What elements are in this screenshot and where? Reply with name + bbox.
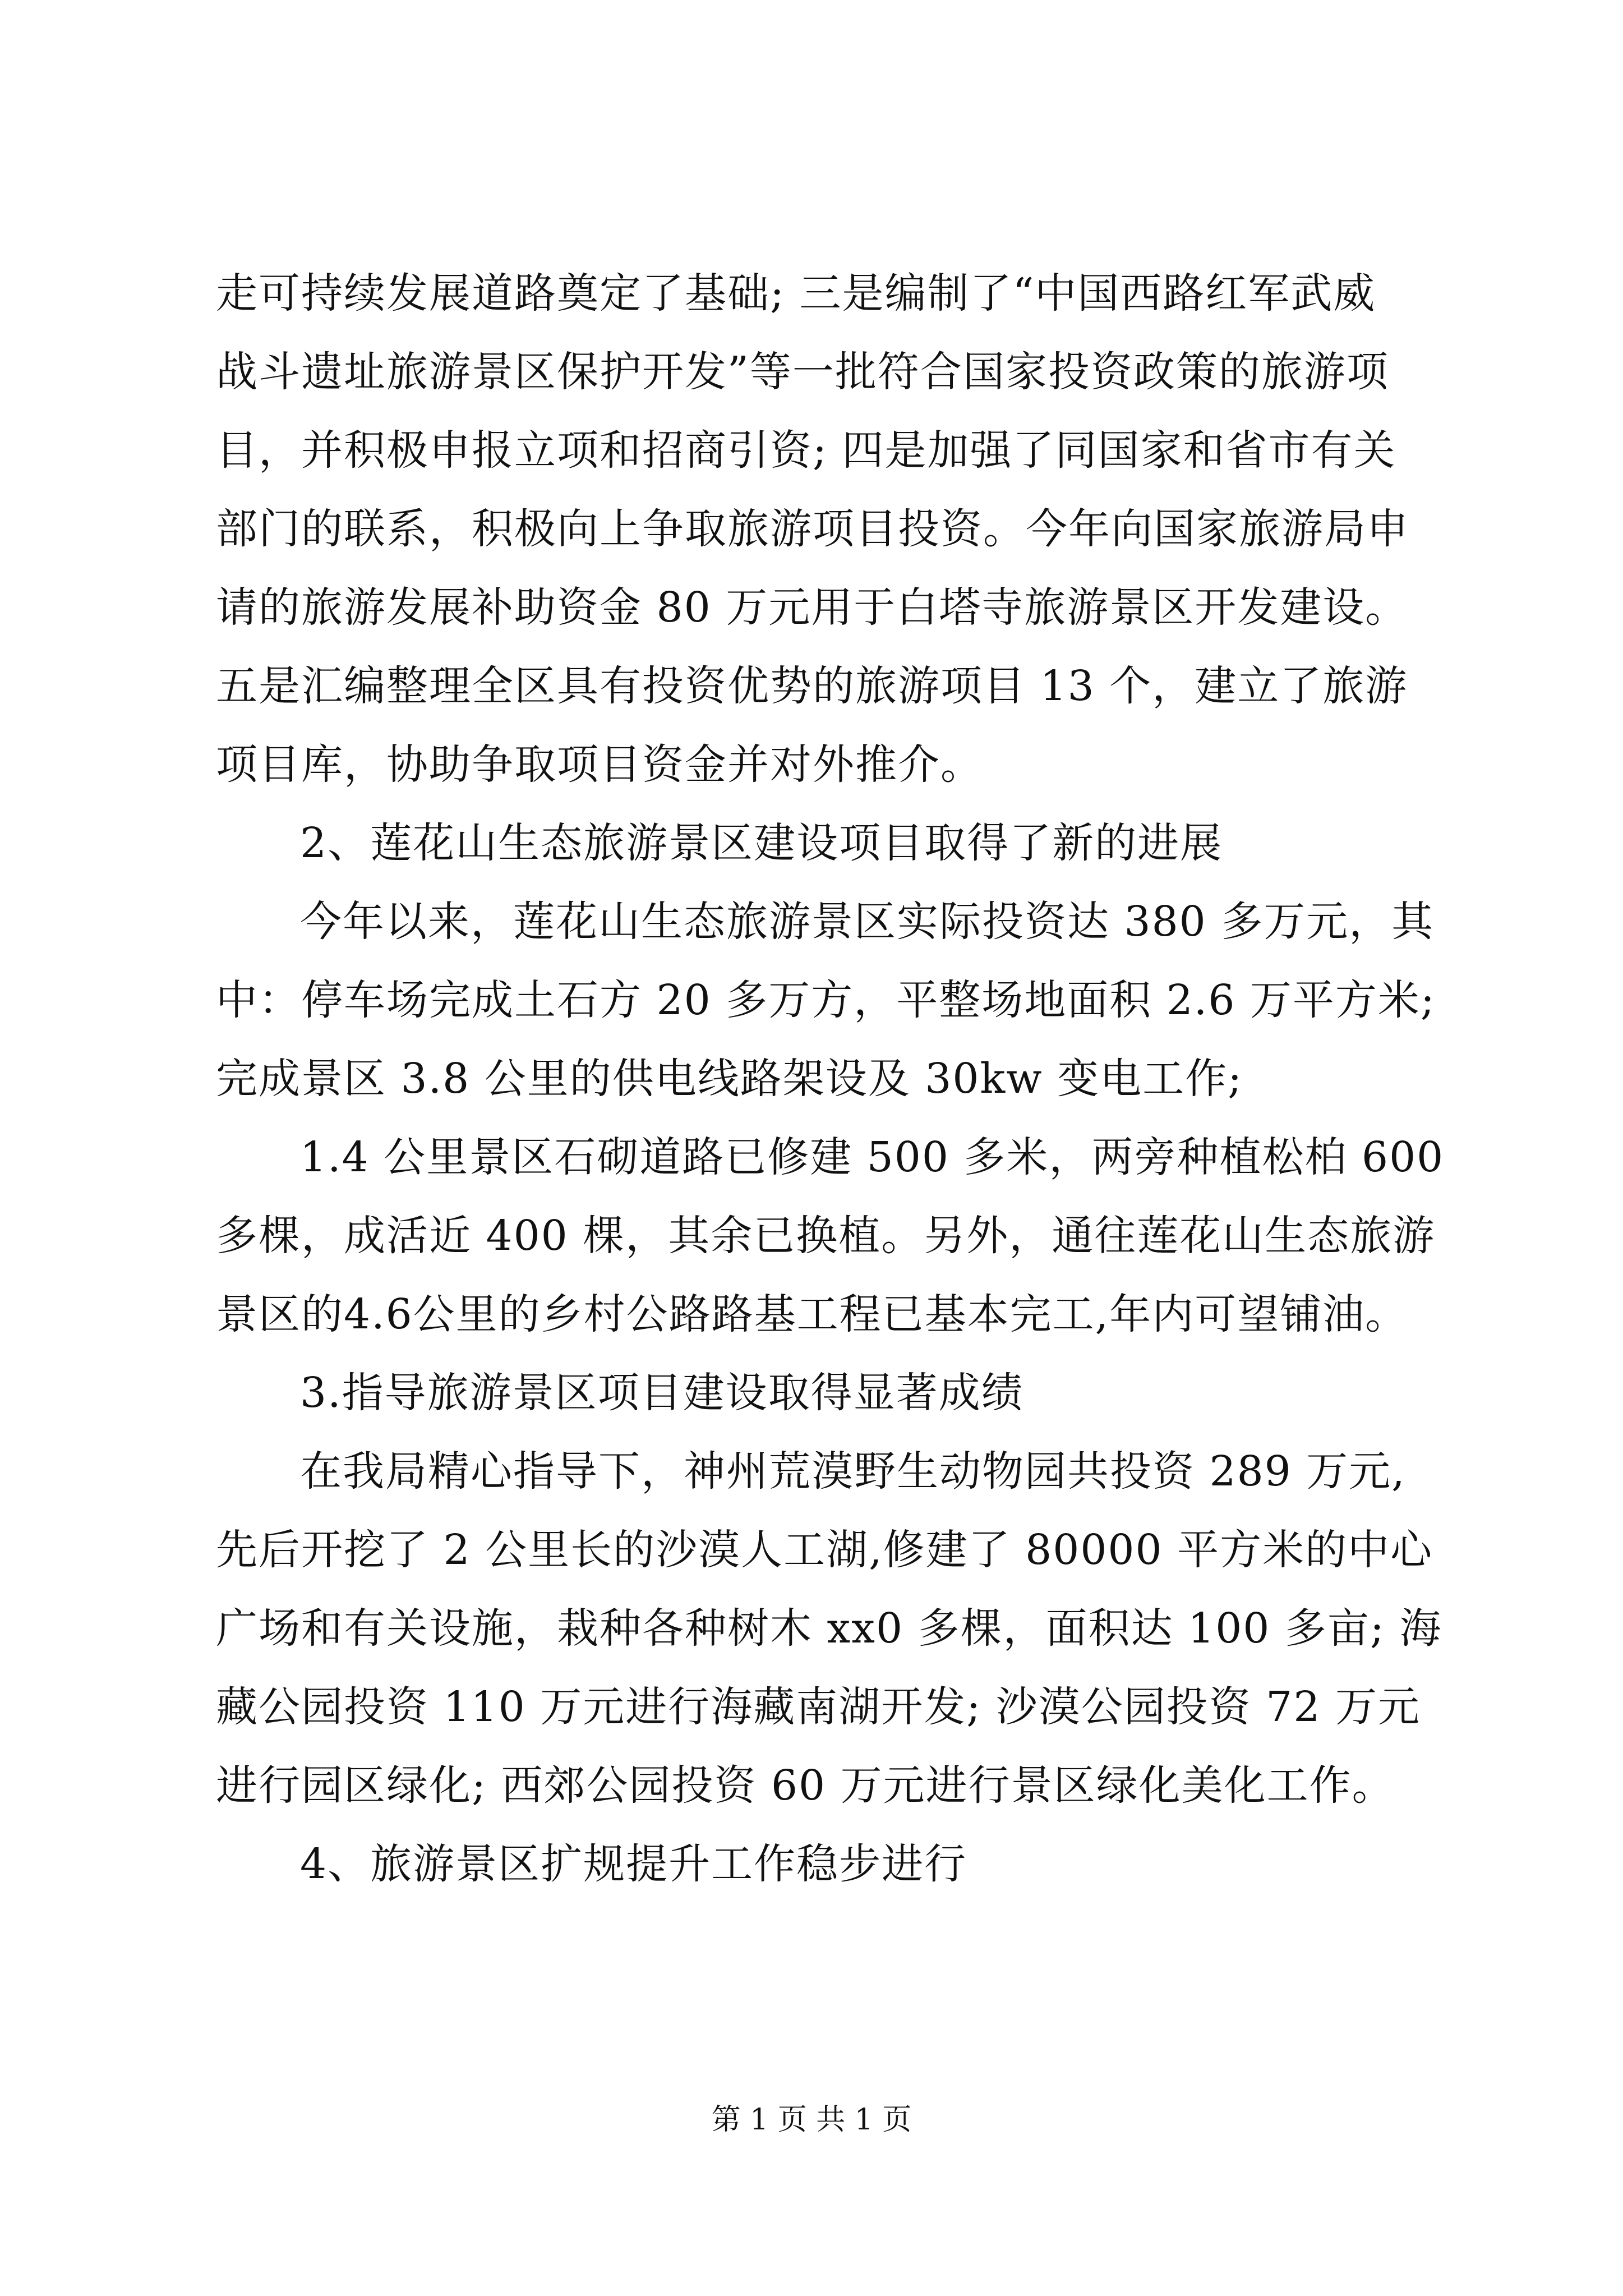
body-line-4: 部门的联系，积极向上争取旅游项目投资。今年向国家旅游局申: [216, 505, 1409, 553]
body-line-10: 中：停车场完成土石方 20 多万方，平整场地面积 2.6 万平方米;: [216, 976, 1436, 1024]
body-line-7: 项目库，协助争取项目资金并对外推介。: [216, 740, 983, 789]
body-line-6: 五是汇编整理全区具有投资优势的旅游项目 13 个，建立了旅游: [216, 662, 1408, 710]
body-line-16: 在我局精心指导下，神州荒漠野生动物园共投资 289 万元,: [300, 1447, 1406, 1496]
body-line-11: 完成景区 3.8 公里的供电线路架设及 30kw 变电工作;: [216, 1055, 1243, 1103]
body-line-3: 目，并积极申报立项和招商引资; 四是加强了同国家和省市有关: [216, 426, 1396, 475]
body-line-2: 战斗遗址旅游景区保护开发”等一批符合国家投资政策的旅游项: [216, 348, 1389, 396]
body-line-9: 今年以来，莲花山生态旅游景区实际投资达 380 多万元，其: [300, 898, 1435, 946]
body-line-19: 藏公园投资 110 万元进行海藏南湖开发; 沙漠公园投资 72 万元: [216, 1683, 1421, 1731]
body-line-20: 进行园区绿化; 西郊公园投资 60 万元进行景区绿化美化工作。: [216, 1761, 1395, 1810]
body-line-12: 1.4 公里景区石砌道路已修建 500 多米，两旁种植松柏 600: [300, 1133, 1445, 1181]
page-footer: 第 1 页 共 1 页: [711, 2103, 912, 2137]
body-line-14: 景区的4.6公里的乡村公路路基工程已基本完工,年内可望铺油。: [216, 1290, 1408, 1338]
body-line-17: 先后开挖了 2 公里长的沙漠人工湖,修建了 80000 平方米的中心: [216, 1526, 1433, 1574]
body-line-5: 请的旅游发展补助资金 80 万元用于白塔寺旅游景区开发建设。: [216, 583, 1408, 632]
body-line-18: 广场和有关设施，栽种各种树木 xx0 多棵，面积达 100 多亩; 海: [216, 1604, 1442, 1653]
section-heading-4: 4、旅游景区扩规提升工作稳步进行: [300, 1840, 967, 1888]
section-heading-2: 2、莲花山生态旅游景区建设项目取得了新的进展: [300, 819, 1223, 867]
body-line-13: 多棵，成活近 400 棵，其余已换植。另外，通往莲花山生态旅游: [216, 1212, 1436, 1260]
section-heading-3: 3.指导旅游景区项目建设取得显著成绩: [300, 1369, 1024, 1417]
body-line-1: 走可持续发展道路奠定了基础; 三是编制了“中国西路红军武威: [216, 269, 1376, 318]
